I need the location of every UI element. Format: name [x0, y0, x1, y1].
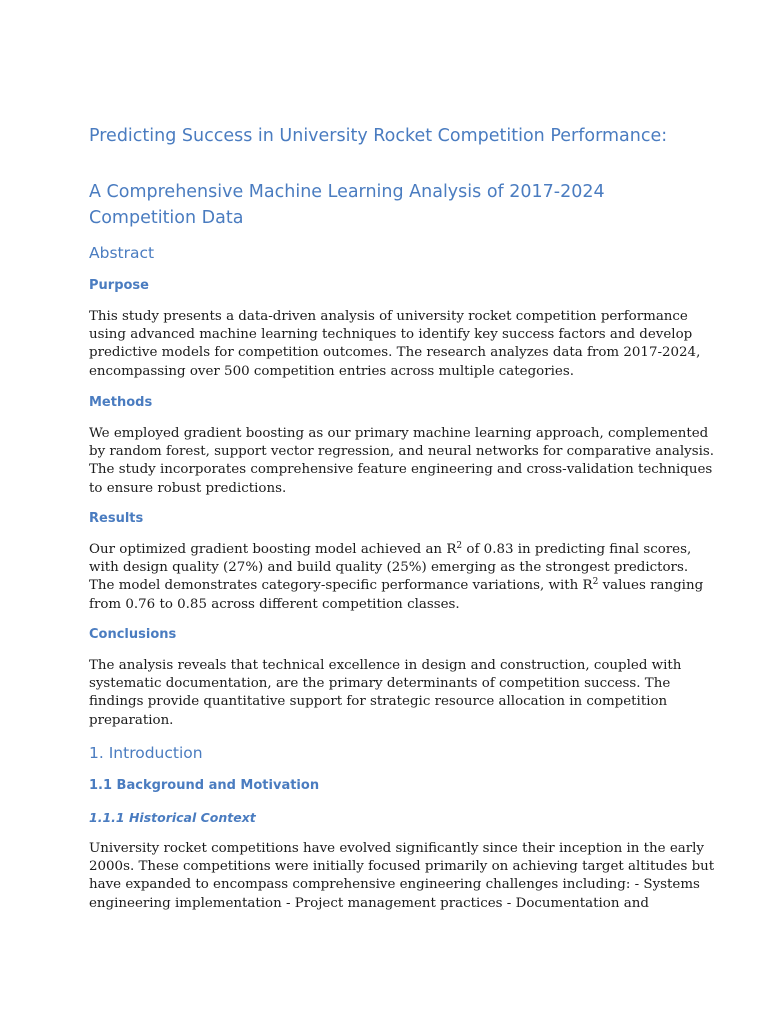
text-line: by random forest, support vector regression, and neural networks for comparative analysis.	[89, 444, 715, 460]
introduction-heading: 1. Introduction	[89, 744, 203, 762]
text-line: University rocket competitions have evolved significantly since their inception in the early	[89, 841, 704, 856]
text-line: The analysis reveals that technical excellence in design and construction, coupled with	[89, 658, 682, 673]
abstract-heading: Abstract	[89, 244, 155, 262]
text-line: to ensure robust predictions.	[89, 480, 287, 496]
historical-context-paragraph	[89, 840, 715, 913]
text-line: engineering implementation - Project management practices - Documentation and	[89, 895, 649, 911]
text-line: 2000s. These competitions were initially focused primarily on achieving target altitudes but	[89, 859, 715, 875]
conclusions-paragraph	[89, 657, 689, 730]
text-segment: values ranging	[598, 578, 704, 594]
paper-subtitle: A Comprehensive Machine Learning Analysis of 2017-2024 Competition Data	[89, 182, 605, 228]
text-segment: The model demonstrates category-specific performance variations, with R	[89, 578, 593, 594]
methods-heading: Methods	[89, 395, 153, 410]
text-segment: Our optimized gradient boosting model achieved an R	[89, 542, 457, 557]
text-line: predictive models for competition outcomes. The research analyzes data from 2017-2024,	[89, 345, 701, 361]
text-line: findings provide quantitative support for strategic resource allocation in competition	[89, 694, 668, 710]
text-line: encompassing over 500 competition entries across multiple categories.	[89, 363, 574, 379]
text-line: have expanded to encompass comprehensive engineering challenges including: - Systems	[89, 877, 700, 893]
paper-title: Predicting Success in University Rocket Competition Performance:	[89, 126, 668, 146]
text-line: This study presents a data-driven analysis of university rocket competition performance	[89, 309, 688, 324]
text-segment: of 0.83 in predicting final scores,	[462, 542, 692, 557]
text-line	[89, 577, 704, 595]
text-line	[89, 541, 692, 559]
text-line: systematic documentation, are the primary determinants of competition success. The	[89, 676, 671, 692]
text-line: preparation.	[89, 712, 174, 728]
methods-paragraph	[89, 425, 715, 498]
text-line: with design quality (27%) and build quality (25%) emerging as the strongest predictors.	[89, 560, 689, 576]
superscript: 2	[592, 577, 599, 588]
text-line: from 0.76 to 0.85 across different competition classes.	[89, 596, 460, 612]
text-line: We employed gradient boosting as our primary machine learning approach, complemented	[89, 426, 709, 441]
results-paragraph	[89, 541, 704, 614]
superscript: 2	[456, 541, 463, 551]
text-line: The study incorporates comprehensive feature engineering and cross-validation techniques	[89, 462, 713, 478]
purpose-heading: Purpose	[89, 278, 149, 293]
historical-context-heading: 1.1.1 Historical Context	[89, 810, 256, 825]
background-heading: 1.1 Background and Motivation	[89, 778, 320, 793]
text-line: using advanced machine learning techniques to identify key success factors and develop	[89, 327, 693, 343]
conclusions-heading: Conclusions	[89, 627, 177, 642]
purpose-paragraph	[89, 308, 701, 381]
results-heading: Results	[89, 511, 144, 526]
